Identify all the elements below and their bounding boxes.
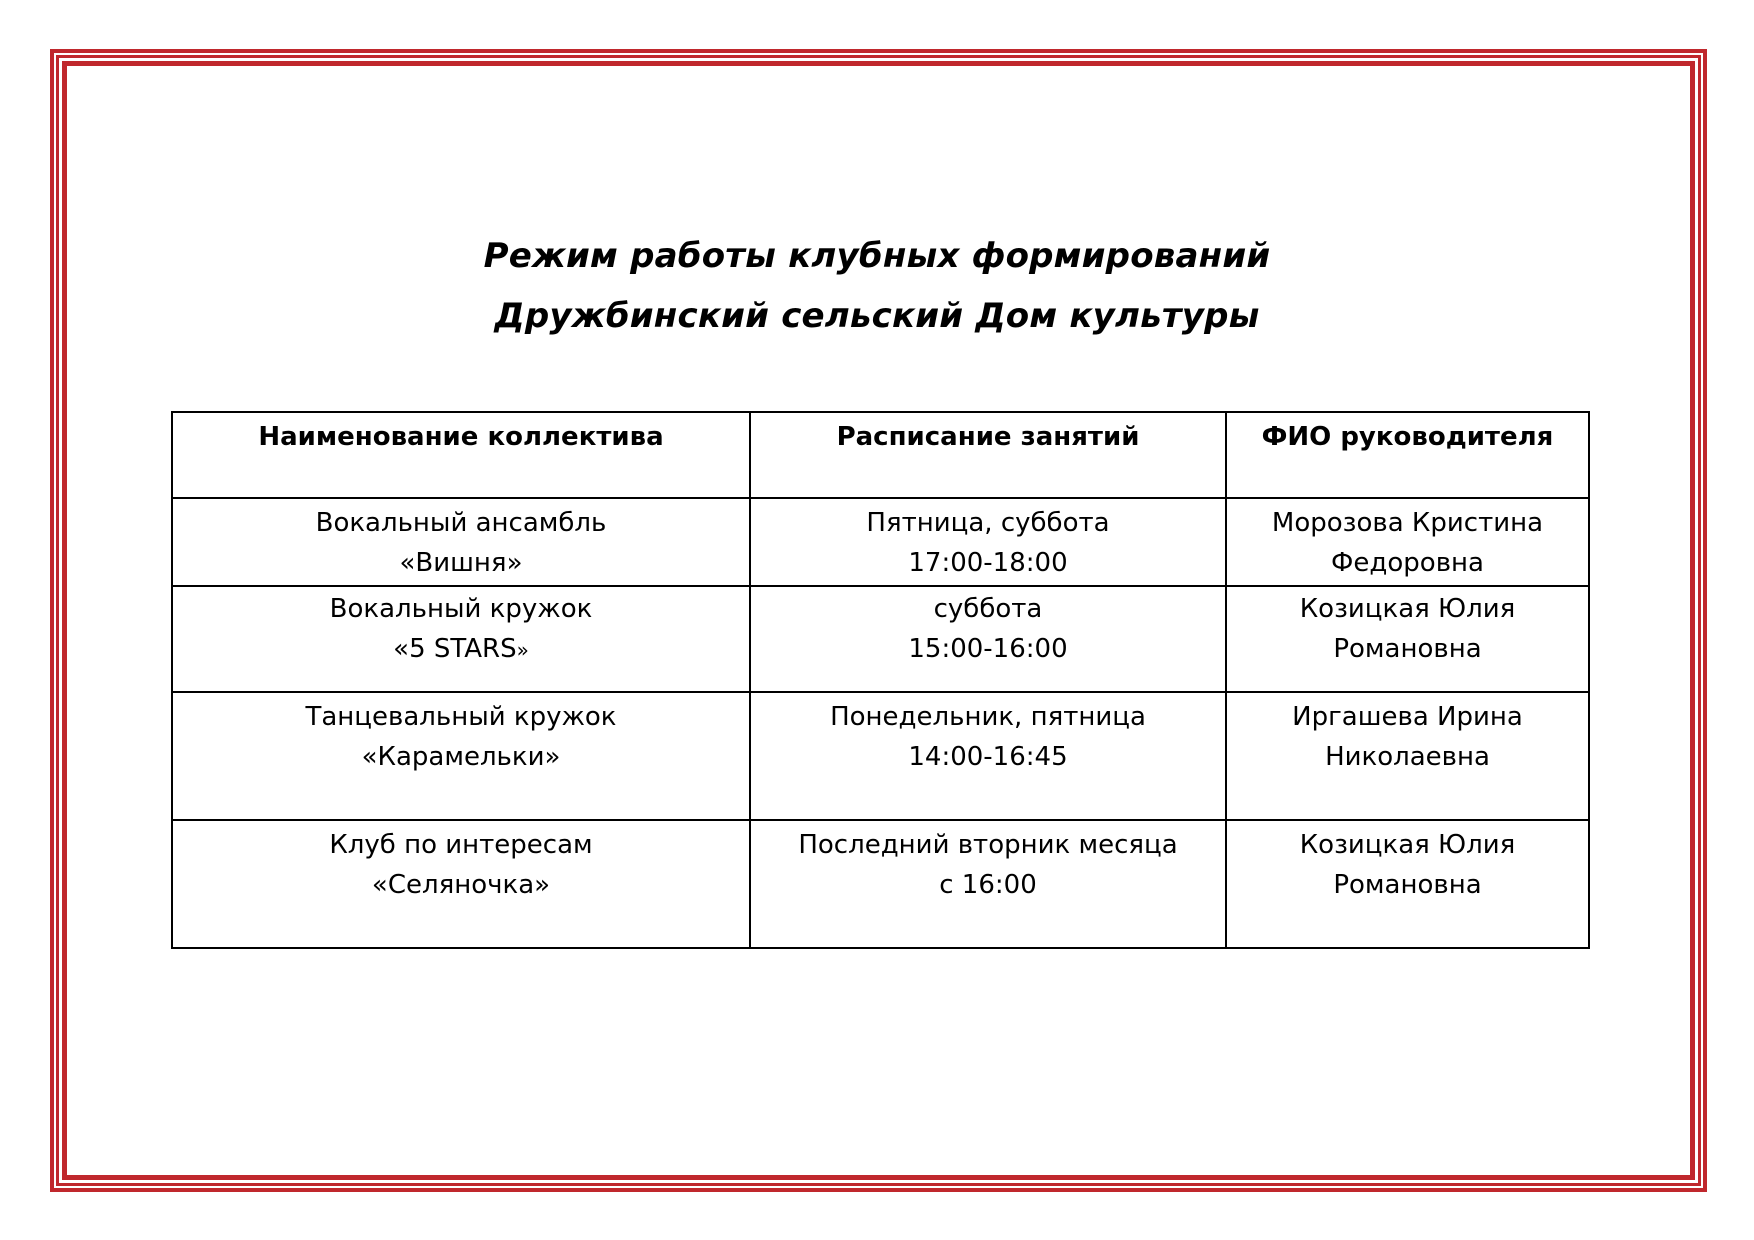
table-row: [172, 692, 1589, 820]
cell-line: Пятница, суббота: [866, 508, 1110, 538]
cell-leader: [1226, 692, 1589, 820]
cell-collective-name: [172, 498, 750, 586]
closing-quote: »: [516, 638, 529, 662]
table-row: [172, 498, 1589, 586]
cell-line: Клуб по интересам: [329, 830, 593, 860]
cell-line: с 16:00: [939, 870, 1037, 900]
cell-line: Вокальный ансамбль: [315, 508, 607, 538]
cell-leader: [1226, 498, 1589, 586]
cell-line: Козицкая Юлия: [1299, 830, 1516, 860]
table-row: [172, 820, 1589, 948]
cell-line: [173, 629, 749, 670]
cell-line: «Вишня»: [399, 548, 523, 578]
cell-line: Романовна: [1333, 870, 1482, 900]
cell-line: Иргашева Ирина: [1292, 702, 1523, 732]
cell-line: Вокальный кружок: [329, 594, 593, 624]
cell-schedule: [750, 498, 1226, 586]
cell-line: 15:00-16:00: [908, 634, 1068, 664]
cell-line: суббота: [933, 594, 1043, 624]
cell-line: 17:00-18:00: [908, 548, 1068, 578]
cell-line: «Селяночка»: [371, 870, 551, 900]
cell-collective-name: [172, 692, 750, 820]
cell-line: Морозова Кристина: [1271, 508, 1544, 538]
cell-line: 14:00-16:45: [908, 742, 1068, 772]
cell-line: «Карамельки»: [361, 742, 561, 772]
title-line-1: Режим работы клубных формирований: [483, 236, 1271, 276]
cell-schedule: [750, 692, 1226, 820]
cell-line: Танцевальный кружок: [305, 702, 617, 732]
cell-line: Последний вторник месяца: [798, 830, 1178, 860]
header-collective-name: Наименование коллектива: [172, 412, 750, 498]
cell-line: Понедельник, пятница: [830, 702, 1146, 732]
table-header-row: [172, 412, 1589, 498]
schedule-table: [171, 411, 1590, 949]
cell-leader: [1226, 586, 1589, 692]
document-title: [0, 226, 1754, 346]
table-row: [172, 586, 1589, 692]
title-line-2: Дружбинский сельский Дом культуры: [494, 296, 1260, 336]
header-leader: ФИО руководителя: [1226, 412, 1589, 498]
cell-text: «5 STARS: [393, 634, 517, 664]
cell-schedule: [750, 820, 1226, 948]
cell-line: Федоровна: [1331, 548, 1484, 578]
cell-line: Козицкая Юлия: [1299, 594, 1516, 624]
cell-collective-name: [172, 586, 750, 692]
cell-line: Николаевна: [1325, 742, 1490, 772]
cell-leader: [1226, 820, 1589, 948]
cell-schedule: [750, 586, 1226, 692]
cell-collective-name: [172, 820, 750, 948]
cell-line: Романовна: [1333, 634, 1482, 664]
header-schedule: Расписание занятий: [750, 412, 1226, 498]
